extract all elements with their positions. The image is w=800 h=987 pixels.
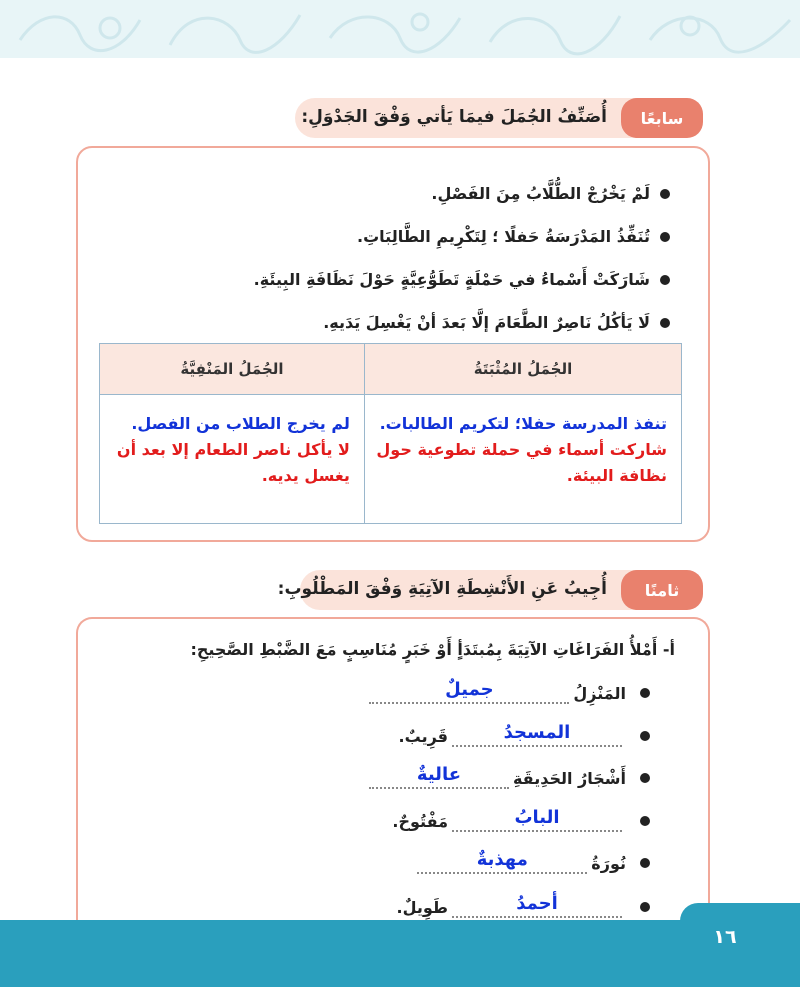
fill-row: المسجدُ قَرِيبٌ. — [399, 722, 650, 750]
blank-field[interactable] — [369, 764, 509, 789]
section7-sentence-list — [110, 172, 670, 344]
list-item: لَمْ يَخْرُجْ الطُّلَّابُ مِنَ الفَصْلِ. — [110, 172, 670, 215]
blank-answer: عاليةٌ — [416, 764, 461, 785]
blank-field[interactable] — [417, 849, 587, 874]
fill-row: أحمدُ طَوِيلٌ. — [397, 893, 650, 921]
bullet-icon — [640, 858, 650, 868]
bullet-icon — [660, 275, 670, 285]
blank-answer: مهذبةٌ — [476, 849, 528, 870]
classification-table — [99, 343, 682, 524]
blank-field[interactable] — [452, 807, 622, 832]
fill-blank-question: أ- أَمْلأُ الفَرَاغَاتِ الآتِيَةَ بِمُبتَدَأٍ أَوْ خَبَرٍ مُنَاسِبٍ مَعَ الضَّبْطِ الصَّحِيحِ: — [190, 640, 675, 659]
affirmative-answers-cell — [364, 395, 681, 524]
section8-title: أُجِيبُ عَنِ الأَنْشِطَةِ الآتِيَةِ وَفْقَ المَطْلُوبِ: — [277, 579, 607, 599]
top-decorative-band — [0, 0, 800, 58]
negative-answers-cell — [100, 395, 365, 524]
blank-field[interactable] — [369, 679, 569, 704]
blank-answer: جميلٌ — [445, 679, 494, 700]
section7-tag: سابعًا — [621, 98, 703, 138]
section7-title: أُصَنِّفُ الجُمَلَ فيمَا يَأتي وَفْقَ الجَدْوَلِ: — [301, 107, 607, 127]
section7-header — [295, 98, 703, 138]
blank-answer: المسجدُ — [503, 722, 571, 743]
affirmative-answer: تنفذ المدرسة حفلا؛ لتكريم الطالبات. — [379, 414, 667, 433]
fill-row: المَنْزِلُ جميلٌ — [365, 679, 650, 707]
blank-field[interactable] — [452, 722, 622, 747]
fill-row: البابُ مَفْتُوحٌ. — [392, 807, 650, 835]
bullet-icon — [640, 773, 650, 783]
list-item: تُنَفِّذُ المَدْرَسَةُ حَفلًا ؛ لِتَكْرِيمِ الطَّالِبَاتِ. — [110, 215, 670, 258]
section8-header — [277, 570, 703, 610]
bullet-icon — [640, 731, 650, 741]
bullet-icon — [660, 189, 670, 199]
page-number: ١٦ — [713, 926, 737, 948]
blank-answer: البابُ — [514, 807, 560, 828]
fill-row: نُورَةُ مهذبةٌ — [413, 849, 650, 877]
fill-row: أَشْجَارُ الحَدِيقَةِ عاليةٌ — [365, 764, 650, 792]
blank-answer: أحمدُ — [516, 893, 558, 914]
calligraphy-pattern-icon — [0, 0, 800, 58]
affirmative-answer: شاركت أسماء في حملة تطوعية حول نظافة البيئة. — [376, 440, 667, 485]
negative-answer: لم يخرج الطلاب من الفصل. — [131, 414, 350, 433]
blank-field[interactable] — [452, 893, 622, 918]
bullet-icon — [660, 318, 670, 328]
bullet-icon — [640, 902, 650, 912]
col-affirmative-header: الجُمَلُ المُثْبَتَةُ — [364, 344, 681, 395]
bullet-icon — [660, 232, 670, 242]
list-item: شَارَكَتْ أَسْماءُ في حَمْلَةٍ تَطَوُّعِيَّةٍ حَوْلَ نَظَافَةِ البِيئَةِ. — [110, 258, 670, 301]
bullet-icon — [640, 688, 650, 698]
bullet-icon — [640, 816, 650, 826]
negative-answer: لا يأكل ناصر الطعام إلا بعد أن يغسل يديه. — [116, 440, 350, 485]
list-item: لَا يَأكُلُ نَاصِرٌ الطَّعَامَ إلَّا بَعدَ أنْ يَغْسِلَ يَدَيهِ. — [110, 301, 670, 344]
col-negative-header: الجُمَلُ المَنْفِيَّةُ — [100, 344, 365, 395]
section8-tag: ثامنًا — [621, 570, 703, 610]
